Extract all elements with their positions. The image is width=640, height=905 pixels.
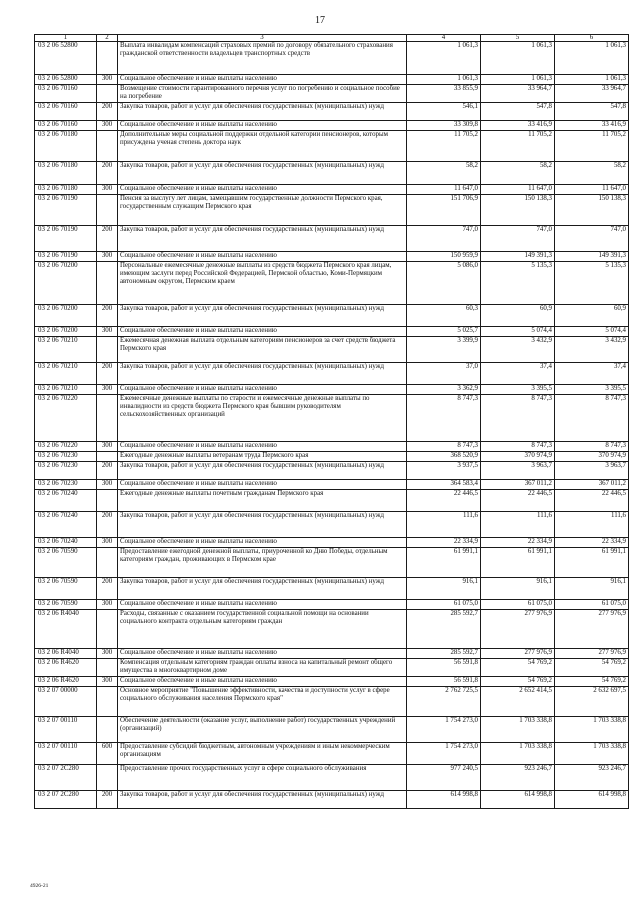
amount-year2-cell: 3 963,7 bbox=[481, 462, 555, 480]
table-row bbox=[35, 185, 629, 195]
expense-type-cell bbox=[97, 42, 118, 75]
target-code-cell: 03 2 06 R4620 bbox=[35, 677, 97, 687]
expense-type-cell bbox=[97, 610, 118, 649]
amount-year2-cell: 747,0 bbox=[481, 226, 555, 252]
table-row bbox=[35, 687, 629, 717]
amount-year2-cell: 1 061,3 bbox=[481, 75, 555, 85]
item-name-cell: Ежегодные денежные выплаты почетным гражданам Пермского края bbox=[118, 490, 407, 512]
amount-year3-cell: 37,4 bbox=[555, 363, 629, 385]
expense-type-cell bbox=[97, 765, 118, 791]
amount-year2-cell: 22 334,9 bbox=[481, 538, 555, 548]
item-name-cell: Социальное обеспечение и иные выплаты населению bbox=[118, 600, 407, 610]
amount-year2-cell: 3 395,5 bbox=[481, 385, 555, 395]
expense-type-cell bbox=[97, 195, 118, 226]
item-name-cell: Предоставление субсидий бюджетным, автономным учреждениям и иным некоммерческим организациям bbox=[118, 743, 407, 765]
amount-year1-cell: 61 991,1 bbox=[407, 548, 481, 578]
amount-year1-cell: 33 309,8 bbox=[407, 121, 481, 131]
target-code-cell: 03 2 06 70240 bbox=[35, 490, 97, 512]
amount-year2-cell: 614 998,8 bbox=[481, 791, 555, 809]
table-row bbox=[35, 85, 629, 103]
item-name-cell: Закупка товаров, работ и услуг для обеспечения государственных (муниципальных) нужд bbox=[118, 462, 407, 480]
amount-year2-cell: 11 647,0 bbox=[481, 185, 555, 195]
expense-type-cell: 200 bbox=[97, 512, 118, 538]
amount-year1-cell: 1 061,3 bbox=[407, 42, 481, 75]
header-cell: 1 bbox=[35, 35, 97, 42]
table-row bbox=[35, 610, 629, 649]
item-name-cell: Закупка товаров, работ и услуг для обеспечения государственных (муниципальных) нужд bbox=[118, 791, 407, 809]
expense-type-cell: 200 bbox=[97, 363, 118, 385]
amount-year1-cell: 5 086,0 bbox=[407, 262, 481, 305]
table-row bbox=[35, 162, 629, 185]
item-name-cell: Закупка товаров, работ и услуг для обеспечения государственных (муниципальных) нужд bbox=[118, 512, 407, 538]
item-name-cell: Предоставление ежегодной денежной выплаты, приуроченной ко Дню Победы, отдельным категориям граждан, проживающих в Пермском крае bbox=[118, 548, 407, 578]
amount-year2-cell: 8 747,3 bbox=[481, 395, 555, 442]
amount-year2-cell: 54 769,2 bbox=[481, 659, 555, 677]
expense-type-cell: 300 bbox=[97, 75, 118, 85]
amount-year2-cell: 370 974,9 bbox=[481, 452, 555, 462]
target-code-cell: 03 2 06 70590 bbox=[35, 600, 97, 610]
amount-year3-cell: 150 138,3 bbox=[555, 195, 629, 226]
target-code-cell: 03 2 06 R4620 bbox=[35, 659, 97, 677]
table-header-row bbox=[35, 35, 629, 42]
amount-year1-cell: 3 399,9 bbox=[407, 337, 481, 363]
amount-year2-cell: 111,6 bbox=[481, 512, 555, 538]
target-code-cell: 03 2 06 70180 bbox=[35, 131, 97, 162]
target-code-cell: 03 2 06 70590 bbox=[35, 548, 97, 578]
amount-year1-cell: 1 061,3 bbox=[407, 75, 481, 85]
amount-year3-cell: 3 395,5 bbox=[555, 385, 629, 395]
amount-year2-cell: 923 246,7 bbox=[481, 765, 555, 791]
target-code-cell: 03 2 06 70180 bbox=[35, 185, 97, 195]
item-name-cell: Пенсия за выслугу лет лицам, замещавшим государственные должности Пермского края, государственным служащим Пермского края bbox=[118, 195, 407, 226]
amount-year2-cell: 277 976,9 bbox=[481, 649, 555, 659]
amount-year1-cell: 364 583,4 bbox=[407, 480, 481, 490]
item-name-cell: Социальное обеспечение и иные выплаты населению bbox=[118, 121, 407, 131]
item-name-cell: Компенсация отдельным категориям граждан оплаты взноса на капитальный ремонт общего имущества в многоквартирном доме bbox=[118, 659, 407, 677]
amount-year3-cell: 747,0 bbox=[555, 226, 629, 252]
amount-year1-cell: 150 959,9 bbox=[407, 252, 481, 262]
item-name-cell: Основное мероприятие "Повышение эффективности, качества и доступности услуг в сфере социального обслуживания населения Пермского края" bbox=[118, 687, 407, 717]
expense-type-cell bbox=[97, 659, 118, 677]
item-name-cell: Социальное обеспечение и иные выплаты населению bbox=[118, 385, 407, 395]
target-code-cell: 03 2 06 70200 bbox=[35, 262, 97, 305]
amount-year3-cell: 22 446,5 bbox=[555, 490, 629, 512]
amount-year2-cell: 1 703 338,8 bbox=[481, 743, 555, 765]
item-name-cell: Социальное обеспечение и иные выплаты населению bbox=[118, 252, 407, 262]
expense-type-cell: 300 bbox=[97, 252, 118, 262]
target-code-cell: 03 2 07 00000 bbox=[35, 687, 97, 717]
target-code-cell: 03 2 06 70190 bbox=[35, 252, 97, 262]
amount-year2-cell: 33 964,7 bbox=[481, 85, 555, 103]
item-name-cell: Социальное обеспечение и иные выплаты населению bbox=[118, 75, 407, 85]
amount-year1-cell: 56 591,8 bbox=[407, 677, 481, 687]
amount-year1-cell: 916,1 bbox=[407, 578, 481, 600]
target-code-cell: 03 2 06 70220 bbox=[35, 395, 97, 442]
table-row bbox=[35, 578, 629, 600]
target-code-cell: 03 2 06 70220 bbox=[35, 442, 97, 452]
header-cell: 3 bbox=[118, 35, 407, 42]
expense-type-cell: 300 bbox=[97, 327, 118, 337]
amount-year2-cell: 61 991,1 bbox=[481, 548, 555, 578]
expense-type-cell bbox=[97, 717, 118, 743]
table-row bbox=[35, 337, 629, 363]
amount-year2-cell: 2 652 414,5 bbox=[481, 687, 555, 717]
amount-year1-cell: 1 754 273,0 bbox=[407, 717, 481, 743]
expense-type-cell bbox=[97, 548, 118, 578]
amount-year3-cell: 33 964,7 bbox=[555, 85, 629, 103]
amount-year1-cell: 614 998,8 bbox=[407, 791, 481, 809]
item-name-cell: Социальное обеспечение и иные выплаты населению bbox=[118, 677, 407, 687]
expense-type-cell bbox=[97, 85, 118, 103]
expense-type-cell: 200 bbox=[97, 791, 118, 809]
amount-year1-cell: 3 362,9 bbox=[407, 385, 481, 395]
amount-year3-cell: 11 705,2 bbox=[555, 131, 629, 162]
amount-year2-cell: 58,2 bbox=[481, 162, 555, 185]
expense-type-cell: 300 bbox=[97, 538, 118, 548]
item-name-cell: Закупка товаров, работ и услуг для обеспечения государственных (муниципальных) нужд bbox=[118, 103, 407, 121]
amount-year3-cell: 547,8 bbox=[555, 103, 629, 121]
expense-type-cell: 200 bbox=[97, 162, 118, 185]
item-name-cell: Выплата инвалидам компенсаций страховых премий по договору обязательного страхования гражданской ответственности владельцев транспортных средств bbox=[118, 42, 407, 75]
table-row bbox=[35, 659, 629, 677]
amount-year2-cell: 149 391,3 bbox=[481, 252, 555, 262]
table-row bbox=[35, 327, 629, 337]
item-name-cell: Закупка товаров, работ и услуг для обеспечения государственных (муниципальных) нужд bbox=[118, 162, 407, 185]
amount-year3-cell: 8 747,3 bbox=[555, 395, 629, 442]
item-name-cell: Персональные ежемесячные денежные выплаты из средств бюджета Пермского края лицам, имеющим заслуги перед Российской Федерацией, Пермской областью, Коми-Пермяцким автономным округом, Пермским краем bbox=[118, 262, 407, 305]
amount-year1-cell: 22 334,9 bbox=[407, 538, 481, 548]
item-name-cell: Закупка товаров, работ и услуг для обеспечения государственных (муниципальных) нужд bbox=[118, 305, 407, 327]
amount-year3-cell: 33 416,9 bbox=[555, 121, 629, 131]
amount-year3-cell: 61 991,1 bbox=[555, 548, 629, 578]
table-body bbox=[35, 35, 629, 809]
amount-year3-cell: 149 391,3 bbox=[555, 252, 629, 262]
table-row bbox=[35, 480, 629, 490]
target-code-cell: 03 2 06 70200 bbox=[35, 327, 97, 337]
amount-year2-cell: 547,8 bbox=[481, 103, 555, 121]
item-name-cell: Ежегодные денежные выплаты ветеранам труда Пермского края bbox=[118, 452, 407, 462]
table-row bbox=[35, 305, 629, 327]
amount-year2-cell: 5 074,4 bbox=[481, 327, 555, 337]
table-row bbox=[35, 195, 629, 226]
item-name-cell: Предоставление прочих государственных услуг в сфере социального обслуживания bbox=[118, 765, 407, 791]
table-row bbox=[35, 649, 629, 659]
item-name-cell: Социальное обеспечение и иные выплаты населению bbox=[118, 442, 407, 452]
target-code-cell: 03 2 06 70210 bbox=[35, 337, 97, 363]
amount-year3-cell: 614 998,8 bbox=[555, 791, 629, 809]
table-row bbox=[35, 385, 629, 395]
amount-year3-cell: 367 011,2 bbox=[555, 480, 629, 490]
target-code-cell: 03 2 06 52800 bbox=[35, 75, 97, 85]
amount-year1-cell: 58,2 bbox=[407, 162, 481, 185]
amount-year1-cell: 61 075,0 bbox=[407, 600, 481, 610]
table-row bbox=[35, 765, 629, 791]
amount-year2-cell: 916,1 bbox=[481, 578, 555, 600]
item-name-cell: Дополнительные меры социальной поддержки отдельной категории пенсионеров, которым присуждена ученая степень доктора наук bbox=[118, 131, 407, 162]
amount-year1-cell: 60,3 bbox=[407, 305, 481, 327]
amount-year3-cell: 3 963,7 bbox=[555, 462, 629, 480]
table-row bbox=[35, 75, 629, 85]
expense-type-cell bbox=[97, 452, 118, 462]
amount-year1-cell: 977 240,5 bbox=[407, 765, 481, 791]
target-code-cell: 03 2 07 2С280 bbox=[35, 765, 97, 791]
amount-year3-cell: 916,1 bbox=[555, 578, 629, 600]
page-number: 17 bbox=[315, 15, 325, 26]
table-row bbox=[35, 42, 629, 75]
amount-year2-cell: 5 135,3 bbox=[481, 262, 555, 305]
header-cell: 5 bbox=[481, 35, 555, 42]
table-row bbox=[35, 538, 629, 548]
target-code-cell: 03 2 06 70230 bbox=[35, 462, 97, 480]
amount-year2-cell: 33 416,9 bbox=[481, 121, 555, 131]
amount-year3-cell: 5 074,4 bbox=[555, 327, 629, 337]
expense-type-cell: 300 bbox=[97, 649, 118, 659]
amount-year1-cell: 546,1 bbox=[407, 103, 481, 121]
item-name-cell: Социальное обеспечение и иные выплаты населению bbox=[118, 538, 407, 548]
table-row bbox=[35, 791, 629, 809]
amount-year3-cell: 277 976,9 bbox=[555, 610, 629, 649]
target-code-cell: 03 2 06 70230 bbox=[35, 480, 97, 490]
item-name-cell: Социальное обеспечение и иные выплаты населению bbox=[118, 327, 407, 337]
table-row bbox=[35, 512, 629, 538]
target-code-cell: 03 2 06 R4040 bbox=[35, 649, 97, 659]
expense-type-cell bbox=[97, 395, 118, 442]
table-row bbox=[35, 121, 629, 131]
table-row bbox=[35, 226, 629, 252]
item-name-cell: Обеспечение деятельности (оказание услуг, выполнение работ) государственных учреждений (организаций) bbox=[118, 717, 407, 743]
amount-year3-cell: 1 703 338,8 bbox=[555, 717, 629, 743]
table-row bbox=[35, 490, 629, 512]
item-name-cell: Расходы, связанные с оказанием государственной социальной помощи на основании социального контракта отдельным категориям граждан bbox=[118, 610, 407, 649]
target-code-cell: 03 2 06 70190 bbox=[35, 226, 97, 252]
item-name-cell: Социальное обеспечение и иные выплаты населению bbox=[118, 649, 407, 659]
amount-year3-cell: 2 632 697,5 bbox=[555, 687, 629, 717]
item-name-cell: Закупка товаров, работ и услуг для обеспечения государственных (муниципальных) нужд bbox=[118, 363, 407, 385]
amount-year1-cell: 151 706,9 bbox=[407, 195, 481, 226]
amount-year3-cell: 277 976,9 bbox=[555, 649, 629, 659]
expense-type-cell: 200 bbox=[97, 103, 118, 121]
amount-year3-cell: 58,2 bbox=[555, 162, 629, 185]
expense-type-cell: 600 bbox=[97, 743, 118, 765]
target-code-cell: 03 2 06 52800 bbox=[35, 42, 97, 75]
table-row bbox=[35, 103, 629, 121]
table-row bbox=[35, 395, 629, 442]
amount-year2-cell: 11 705,2 bbox=[481, 131, 555, 162]
expense-type-cell bbox=[97, 337, 118, 363]
expense-type-cell bbox=[97, 131, 118, 162]
amount-year1-cell: 1 754 273,0 bbox=[407, 743, 481, 765]
expense-type-cell: 300 bbox=[97, 677, 118, 687]
target-code-cell: 03 2 07 00110 bbox=[35, 717, 97, 743]
table-row bbox=[35, 600, 629, 610]
expense-type-cell bbox=[97, 262, 118, 305]
item-name-cell: Социальное обеспечение и иные выплаты населению bbox=[118, 480, 407, 490]
item-name-cell: Возмещение стоимости гарантированного перечня услуг по погребению и социальное пособие на погребение bbox=[118, 85, 407, 103]
amount-year1-cell: 285 592,7 bbox=[407, 610, 481, 649]
table-row bbox=[35, 363, 629, 385]
table-row bbox=[35, 677, 629, 687]
expense-type-cell: 200 bbox=[97, 462, 118, 480]
header-cell: 6 bbox=[555, 35, 629, 42]
table-row bbox=[35, 462, 629, 480]
amount-year3-cell: 60,9 bbox=[555, 305, 629, 327]
amount-year3-cell: 3 432,9 bbox=[555, 337, 629, 363]
amount-year3-cell: 8 747,3 bbox=[555, 442, 629, 452]
table-row bbox=[35, 131, 629, 162]
amount-year3-cell: 1 703 338,8 bbox=[555, 743, 629, 765]
item-name-cell: Ежемесячная денежная выплата отдельным категориям пенсионеров за счет средств бюджета Пермского края bbox=[118, 337, 407, 363]
target-code-cell: 03 2 06 70210 bbox=[35, 385, 97, 395]
expense-type-cell bbox=[97, 687, 118, 717]
item-name-cell: Закупка товаров, работ и услуг для обеспечения государственных (муниципальных) нужд bbox=[118, 578, 407, 600]
table-row bbox=[35, 442, 629, 452]
target-code-cell: 03 2 06 70160 bbox=[35, 103, 97, 121]
target-code-cell: 03 2 07 00110 bbox=[35, 743, 97, 765]
amount-year1-cell: 285 592,7 bbox=[407, 649, 481, 659]
amount-year2-cell: 277 976,9 bbox=[481, 610, 555, 649]
amount-year1-cell: 8 747,3 bbox=[407, 442, 481, 452]
amount-year1-cell: 111,6 bbox=[407, 512, 481, 538]
item-name-cell: Ежемесячные денежные выплаты по старости и ежемесячные денежные выплаты по инвалидности из средств бюджета Пермского края бывшим руководителям сельскохозяйственных организаций bbox=[118, 395, 407, 442]
amount-year2-cell: 367 011,2 bbox=[481, 480, 555, 490]
expense-type-cell: 300 bbox=[97, 600, 118, 610]
amount-year2-cell: 22 446,5 bbox=[481, 490, 555, 512]
amount-year3-cell: 54 769,2 bbox=[555, 677, 629, 687]
amount-year1-cell: 5 025,7 bbox=[407, 327, 481, 337]
expense-type-cell: 200 bbox=[97, 226, 118, 252]
target-code-cell: 03 2 06 70210 bbox=[35, 363, 97, 385]
expense-type-cell: 300 bbox=[97, 442, 118, 452]
amount-year3-cell: 1 061,3 bbox=[555, 42, 629, 75]
amount-year1-cell: 2 762 725,5 bbox=[407, 687, 481, 717]
amount-year3-cell: 54 769,2 bbox=[555, 659, 629, 677]
target-code-cell: 03 2 06 70190 bbox=[35, 195, 97, 226]
amount-year3-cell: 22 334,9 bbox=[555, 538, 629, 548]
item-name-cell: Социальное обеспечение и иные выплаты населению bbox=[118, 185, 407, 195]
table-row bbox=[35, 743, 629, 765]
expense-type-cell: 300 bbox=[97, 385, 118, 395]
amount-year1-cell: 37,0 bbox=[407, 363, 481, 385]
target-code-cell: 03 2 06 70160 bbox=[35, 85, 97, 103]
target-code-cell: 03 2 06 70180 bbox=[35, 162, 97, 185]
amount-year2-cell: 61 075,0 bbox=[481, 600, 555, 610]
amount-year1-cell: 33 855,9 bbox=[407, 85, 481, 103]
expense-type-cell: 300 bbox=[97, 480, 118, 490]
amount-year1-cell: 747,0 bbox=[407, 226, 481, 252]
amount-year3-cell: 5 135,3 bbox=[555, 262, 629, 305]
footer-code: 4926-21 bbox=[30, 883, 49, 889]
item-name-cell: Закупка товаров, работ и услуг для обеспечения государственных (муниципальных) нужд bbox=[118, 226, 407, 252]
expense-type-cell bbox=[97, 490, 118, 512]
expense-type-cell: 200 bbox=[97, 578, 118, 600]
table-row bbox=[35, 717, 629, 743]
amount-year2-cell: 3 432,9 bbox=[481, 337, 555, 363]
amount-year3-cell: 61 075,0 bbox=[555, 600, 629, 610]
expense-type-cell: 300 bbox=[97, 121, 118, 131]
amount-year2-cell: 37,4 bbox=[481, 363, 555, 385]
amount-year3-cell: 11 647,0 bbox=[555, 185, 629, 195]
amount-year1-cell: 3 937,5 bbox=[407, 462, 481, 480]
expense-type-cell: 200 bbox=[97, 305, 118, 327]
amount-year1-cell: 56 591,8 bbox=[407, 659, 481, 677]
amount-year2-cell: 1 703 338,8 bbox=[481, 717, 555, 743]
amount-year2-cell: 8 747,3 bbox=[481, 442, 555, 452]
amount-year1-cell: 11 647,0 bbox=[407, 185, 481, 195]
header-cell: 4 bbox=[407, 35, 481, 42]
amount-year2-cell: 1 061,3 bbox=[481, 42, 555, 75]
budget-table bbox=[34, 34, 629, 809]
target-code-cell: 03 2 06 R4040 bbox=[35, 610, 97, 649]
amount-year3-cell: 923 246,7 bbox=[555, 765, 629, 791]
amount-year3-cell: 1 061,3 bbox=[555, 75, 629, 85]
table-row bbox=[35, 252, 629, 262]
target-code-cell: 03 2 07 2С280 bbox=[35, 791, 97, 809]
amount-year2-cell: 54 769,2 bbox=[481, 677, 555, 687]
table-row bbox=[35, 262, 629, 305]
target-code-cell: 03 2 06 70230 bbox=[35, 452, 97, 462]
amount-year3-cell: 111,6 bbox=[555, 512, 629, 538]
amount-year1-cell: 22 446,5 bbox=[407, 490, 481, 512]
target-code-cell: 03 2 06 70200 bbox=[35, 305, 97, 327]
table-row bbox=[35, 452, 629, 462]
amount-year2-cell: 60,9 bbox=[481, 305, 555, 327]
amount-year2-cell: 150 138,3 bbox=[481, 195, 555, 226]
expense-type-cell: 300 bbox=[97, 185, 118, 195]
amount-year3-cell: 370 974,9 bbox=[555, 452, 629, 462]
target-code-cell: 03 2 06 70590 bbox=[35, 578, 97, 600]
header-cell: 2 bbox=[97, 35, 118, 42]
target-code-cell: 03 2 06 70160 bbox=[35, 121, 97, 131]
table-row bbox=[35, 548, 629, 578]
target-code-cell: 03 2 06 70240 bbox=[35, 538, 97, 548]
target-code-cell: 03 2 06 70240 bbox=[35, 512, 97, 538]
amount-year1-cell: 368 520,9 bbox=[407, 452, 481, 462]
amount-year1-cell: 8 747,3 bbox=[407, 395, 481, 442]
amount-year1-cell: 11 705,2 bbox=[407, 131, 481, 162]
